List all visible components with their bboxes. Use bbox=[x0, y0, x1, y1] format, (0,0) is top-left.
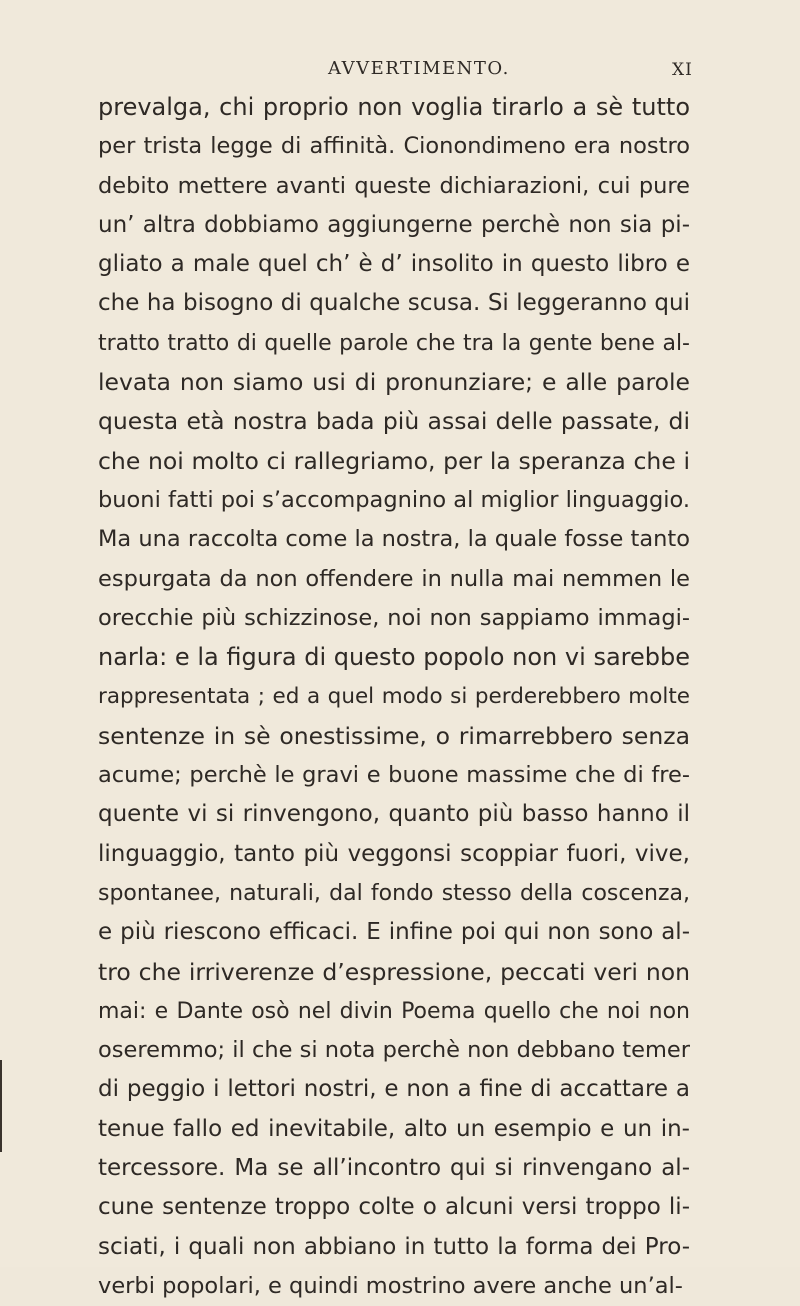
margin-mark bbox=[0, 1060, 2, 1152]
body-text bbox=[98, 88, 690, 1306]
text-line: tro che irriverenze d’espressione, peccati veri non bbox=[98, 957, 690, 986]
text-line: sentenze in sè onestissime, o rimarrebbero senza bbox=[98, 721, 690, 750]
text-line: orecchie più schizzinose, noi non sappiamo immagi- bbox=[98, 604, 690, 631]
text-line: e più riescono efficaci. E infine poi qui non sono al- bbox=[98, 919, 690, 946]
text-line: che ha bisogno di qualche scusa. Si leggeranno qui bbox=[98, 290, 690, 317]
running-title: AVVERTIMENTO. bbox=[328, 58, 510, 79]
text-line: di peggio i lettori nostri, e non a fine di accattare a bbox=[98, 1076, 690, 1103]
text-line: rappresentata ; ed a quel modo si perderebbero molte bbox=[98, 684, 690, 710]
text-line: cune sentenze troppo colte o alcuni versi troppo li- bbox=[98, 1194, 690, 1221]
text-line: espurgata da non offendere in nulla mai nemmen le bbox=[98, 565, 690, 592]
text-line: sciati, i quali non abbiano in tutto la forma dei Pro- bbox=[98, 1233, 690, 1260]
text-line: buoni fatti poi s’accompagnino al miglior linguaggio. bbox=[98, 486, 691, 513]
text-line: quente vi si rinvengono, quanto più basso hanno il bbox=[98, 801, 690, 828]
text-line: prevalga, chi proprio non voglia tirarlo a sè tutto bbox=[98, 93, 690, 121]
text-line: linguaggio, tanto più veggonsi scoppiar fuori, vive, bbox=[98, 840, 690, 867]
text-line: che noi molto ci rallegriamo, per la speranza che i bbox=[98, 446, 690, 475]
page-number: XI bbox=[672, 60, 693, 80]
text-line: acume; perchè le gravi e buone massime che di fre- bbox=[98, 762, 690, 789]
text-line: levata non siamo usi di pronunziare; e alle parole bbox=[98, 368, 690, 397]
page-header bbox=[0, 58, 800, 86]
text-line: Ma una raccolta come la nostra, la quale fosse tanto bbox=[98, 526, 690, 553]
text-line: tratto tratto di quelle parole che tra la gente bene al- bbox=[98, 330, 690, 356]
text-line: oseremmo; il che si nota perchè non debbano temer bbox=[98, 1037, 690, 1064]
text-line: questa età nostra bada più assai delle passate, di bbox=[98, 407, 690, 436]
text-line: gliato a male quel ch’ è d’ insolito in questo libro e bbox=[98, 251, 690, 278]
text-line: tenue fallo ed inevitabile, alto un esempio e un in- bbox=[98, 1115, 690, 1142]
text-line: tercessore. Ma se all’incontro qui si rinvengano al- bbox=[98, 1155, 690, 1182]
text-line: verbi popolari, e quindi mostrino avere anche un’al- bbox=[98, 1272, 683, 1299]
text-line: un’ altra dobbiamo aggiungerne perchè non sia pi- bbox=[98, 211, 690, 238]
text-line: mai: e Dante osò nel divin Poema quello che noi non bbox=[98, 998, 690, 1024]
text-line: per trista legge di affinità. Cionondimeno era nostro bbox=[98, 133, 690, 160]
text-line: debito mettere avanti queste dichiarazioni, cui pure bbox=[98, 172, 690, 199]
text-line: narla: e la figura di questo popolo non vi sarebbe bbox=[98, 643, 690, 672]
text-line: spontanee, naturali, dal fondo stesso della coscenza, bbox=[98, 880, 690, 906]
